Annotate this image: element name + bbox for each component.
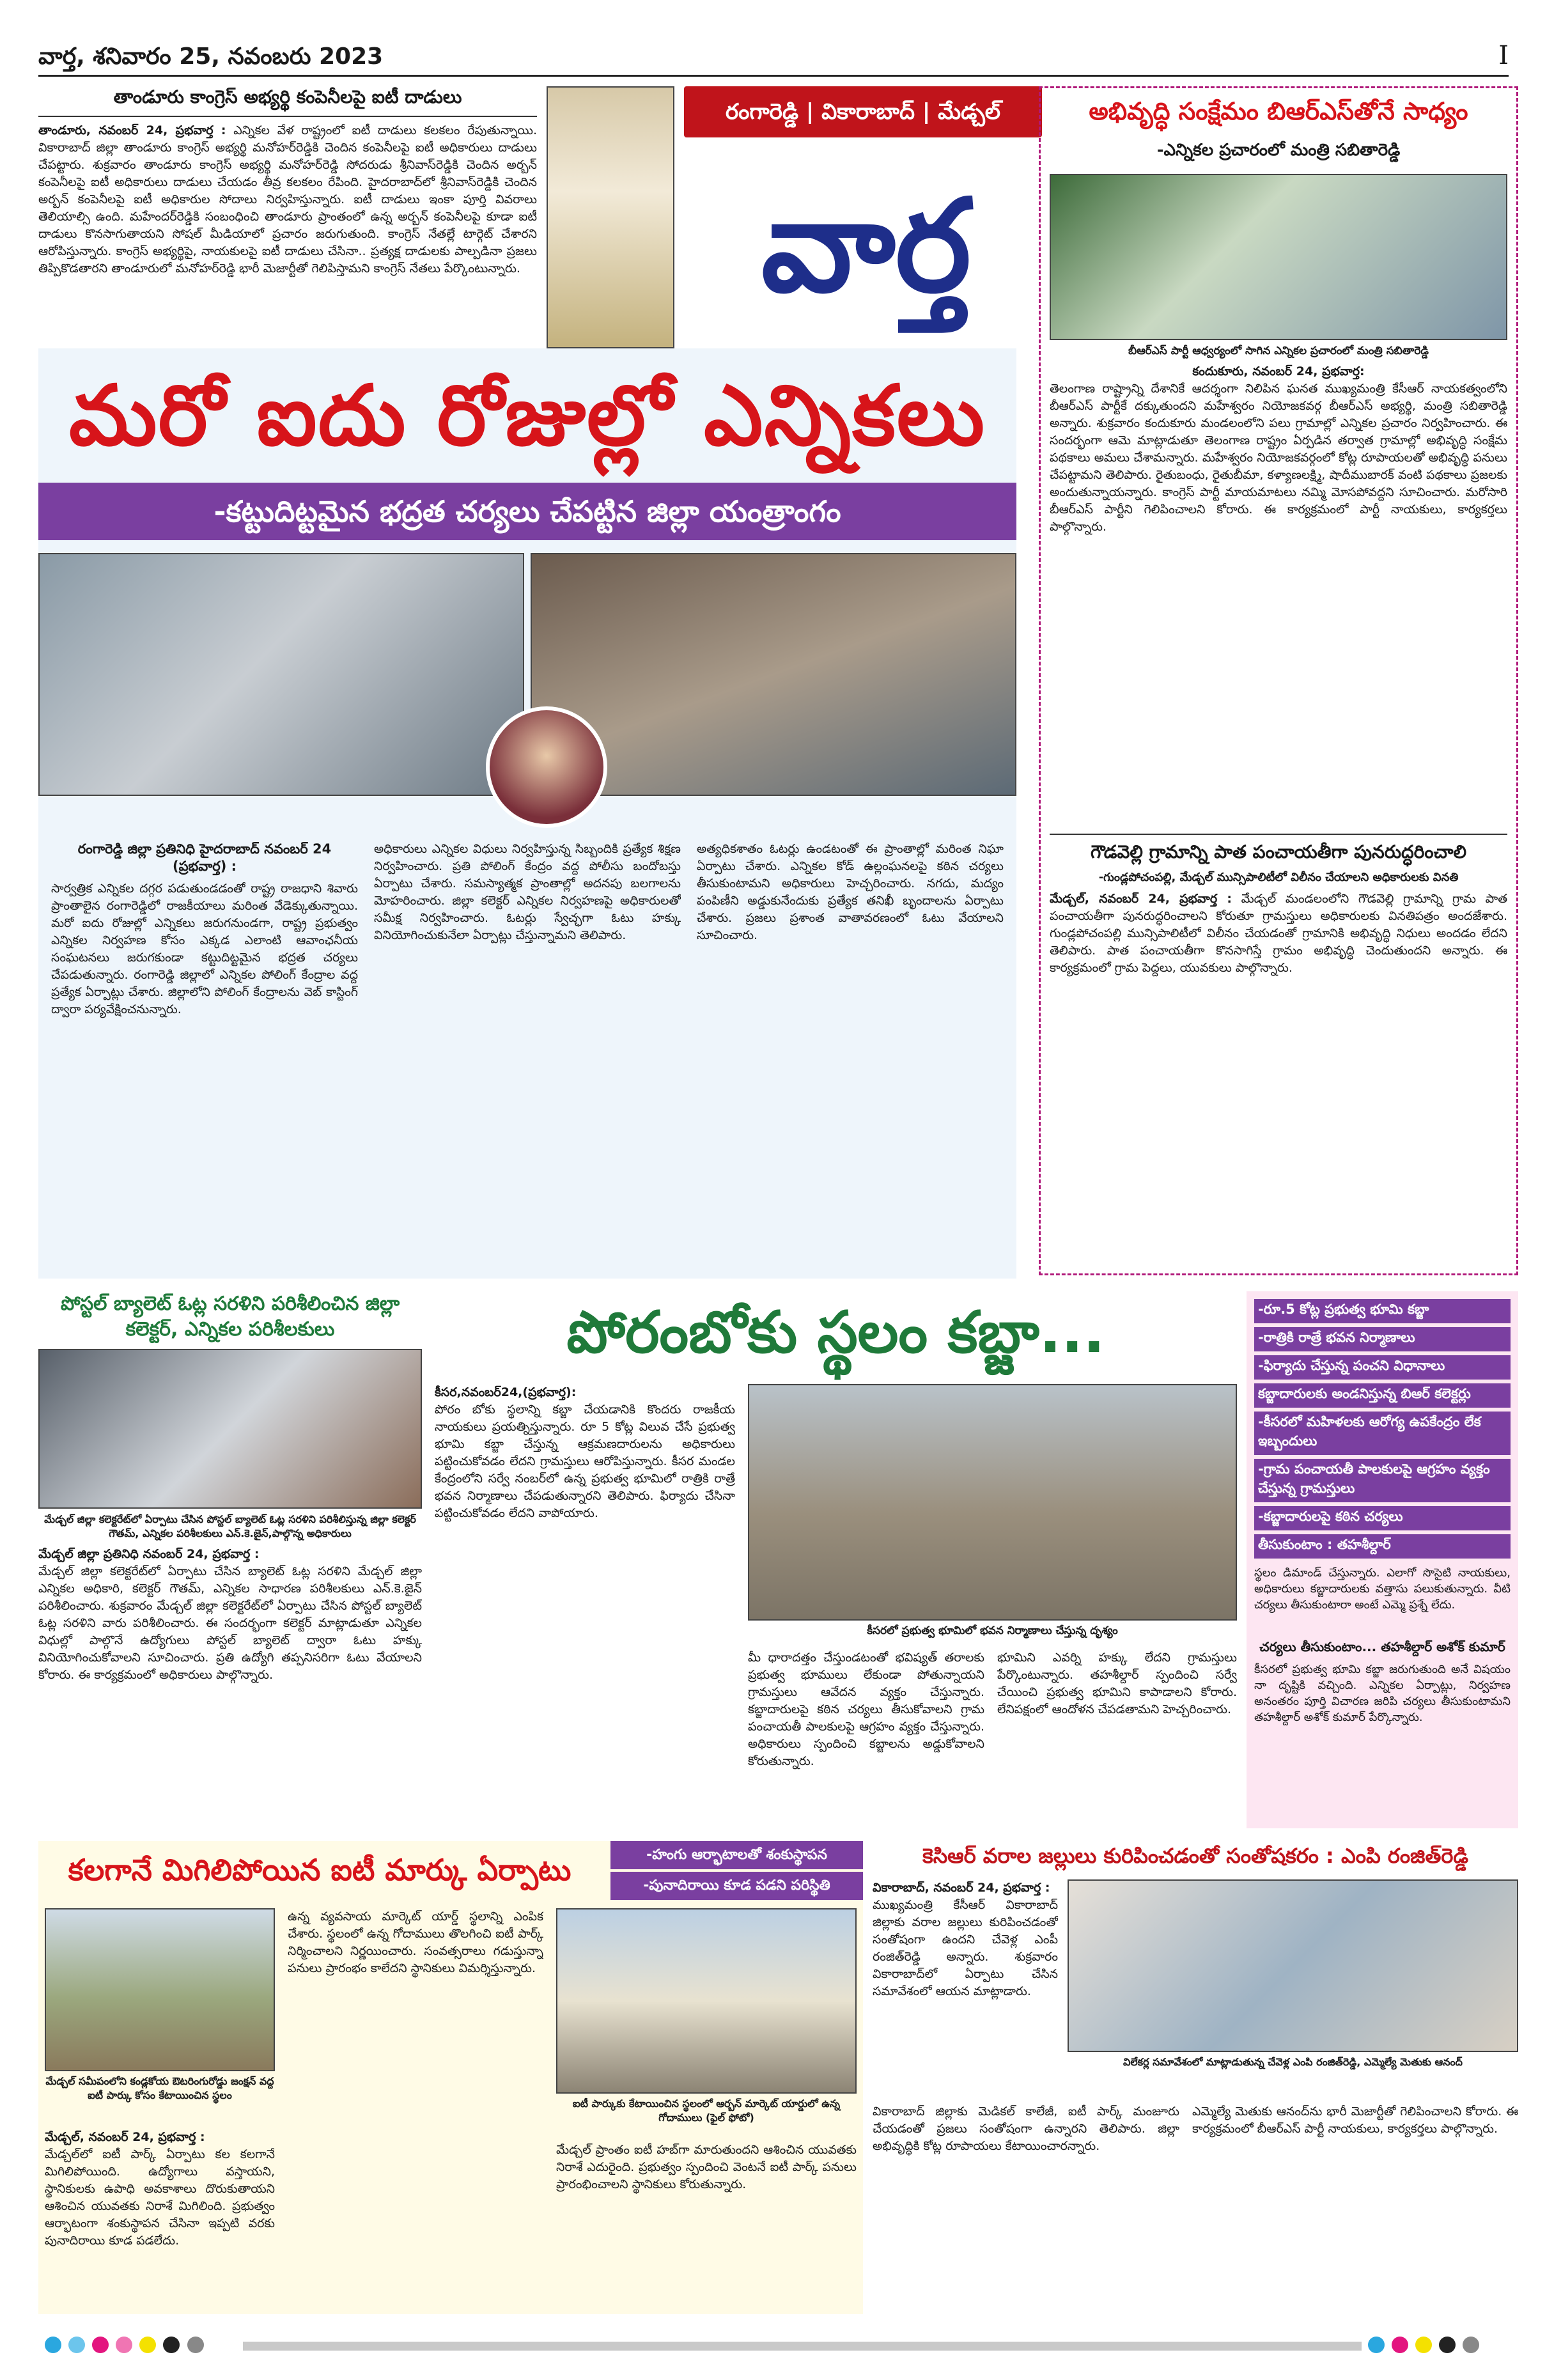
itpark-col-2: ఉన్న వ్యవసాయ మార్కెట్ యార్డ్ స్థలాన్ని ఎంపిక చేశారు. స్థలంలో ఉన్న గోదాములు తొలగించి ఐటీ పార్క్ నిర్మించాలని నిర్ణయించారు. సంవత్సరాలు గడుస్తున్నా పనులు ప్రారంభం కాలేదని స్థానికులు విమర్శిస్తున్నారు. <box>288 1909 543 1975</box>
ranjith-dateline: వికారాబాద్, నవంబర్ 24, ప్రభవార్త : <box>873 1881 1050 1895</box>
postal-headline: పోస్టల్ బ్యాలెట్ ఓట్ల సరళిని పరిశీలించిన జిల్లా కలెక్టర్, ఎన్నికల పరిశీలకులు <box>60 1293 400 1341</box>
gowdavelli-headline: గౌడవెల్లి గ్రామాన్ని పాత పంచాయతీగా పునరుద్ధరించాలి <box>1050 834 1507 867</box>
it-raid-text: ఎన్నికల వేళ రాష్ట్రంలో ఐటీ దాడులు కలకలం రేపుతున్నాయి. వికారాబాద్ జిల్లా తాండూరు కాంగ్రెస్ అభ్యర్థి మనోహర్‌రెడ్డికి చెందిన కంపెనీలపై ఐటీ అధికారులు దాడులు చేపట్టారు. శుక్రవారం తాండూరు కాంగ్రెస్ అభ్యర్థి మనోహర్‌రెడ్డి సోదరుడు శ్రీనివాస్‌రెడ్డికి చెందిన అర్బన్ కంపెనీలపై ఐటీ అధికారులు దాడులు చేయడం తీవ్ర కలకలం రేపింది. హైదరాబాద్‌లో శ్రీనివాస్‌రెడ్డికి చెందిన అర్బన్ కంపెనీలపై ఐటీ అధికారుల సోదాలు నిర్వహిస్తున్నారు. ఐటీ దాడులు ఇంకా పూర్తి వివరాలు తెలియాల్సి ఉంది. మహేందర్‌రెడ్డికి సంబంధించి తాండూరు ప్రాంతంలో ఉన్న అర్బన్ కంపెనీలపై కూడా ఐటీ దాడులు కొనసాగుతాయని సోషల్ మీడియాలో ప్రచారం జరుగుతుంది. కాంగ్రెస్ నేతల్లే టార్గెట్ చేశారని ఆరోపిస్తున్నారు. కాంగ్రెస్ అభ్యర్థిపై, నాయకులపై ఐటీ దాడులు చేసినా.. ప్రత్యక్ష దాడులకు పాల్పడినా ప్రజలు తిప్పికొడతారని తాండూరులో మనోహర్‌రెడ్డి భారీ మెజార్టీతో గెలిపిస్తామని కాంగ్రెస్ నేతలు పేర్కొంటున్నారు. <box>38 123 537 276</box>
godown-photo <box>556 1908 857 2094</box>
press-meet-photo <box>1068 1879 1518 2052</box>
bullet-list <box>1254 1299 1511 1559</box>
itpark-caption-1: మేడ్చల్ సమీపంలోని కండ్లకోయ ఔటరింగురోడ్డు జంక్షన్ వద్ద ఐటీ పార్కు కోసం కేటాయించిన స్థలం <box>45 2075 274 2101</box>
campaign-photo <box>1050 174 1507 340</box>
varta-logo: వార్త <box>761 171 972 321</box>
bullet-item: -కీసరలో మహిళలకు ఆరోగ్య ఉపకేంద్రం లేక ఇబ్బందులు <box>1254 1412 1511 1455</box>
cyan-dot <box>68 2337 85 2353</box>
bullet-item: -గ్రామ పంచాయతీ పాలకులపై ఆగ్రహం వ్యక్తం చేస్తున్న గ్రామస్తులు <box>1254 1459 1511 1502</box>
ranjith-headline: కెసిఆర్ వరాల జల్లులు కురిపించడంతో సంతోషకరం : ఎంపి రంజిత్‌రెడ్డి <box>922 1844 1468 1868</box>
ranjith-col-3: ఎమ్మెల్యే మెతుకు ఆనంద్‌ను భారీ మెజార్టీతో గెలిపించాలని కోరారు. ఈ కార్యక్రమంలో బీఆర్ఎస్ పార్టీ నాయకులు, కార్యకర్తలు పాల్గొన్నారు. <box>1192 2104 1518 2136</box>
itpark-headline: కలగానే మిగిలిపోయిన ఐటీ మార్కు ఏర్పాటు <box>68 1853 571 1887</box>
cyan-dot <box>45 2337 61 2353</box>
postal-body <box>38 1546 422 1827</box>
collector-portrait <box>486 706 607 828</box>
grey-dot <box>1463 2337 1479 2353</box>
gowdavelli-subhead: -గుండ్లపోచంపల్లి, మేడ్చల్ మున్సిపాలిటీలో విలీనం చేయాలని అధికారులకు వినతి <box>1098 871 1459 884</box>
bullet-item: -ఫిర్యాదు చేస్తున్న పంచని విధానాలు <box>1254 1355 1511 1380</box>
itpark-caption-2: ఐటీ పార్కుకు కేటాయించిన స్థలంలో ఆర్బన్ మార్కెట్ యార్డులో ఉన్న గోదాములు (ఫైల్ ఫోటో) <box>572 2097 841 2124</box>
magenta-dot <box>1392 2337 1408 2353</box>
gowdavelli-body <box>1050 891 1507 1210</box>
construction-photo <box>748 1384 1237 1621</box>
gowdavelli-text: మేడ్చల్ మండలంలోని గౌడవెల్లి గ్రామాన్ని గ్రామ పాత పంచాయతీగా పునరుద్ధరించాలని కోరుతూ గ్రామస్తులు అధికారులకు వినతిపత్రం అందజేశారు. గుండ్లపోచంపల్లి మున్సిపాలిటీలో విలీనం చేయడంతో గ్రామానికి అభివృద్ధి నిధులు అందడం లేదని తెలిపారు. పాత పంచాయతీగా కొనసాగిస్తే గ్రామం అభివృద్ధి చెందుతుందని అన్నారు. ఈ కార్యక్రమంలో గ్రామ పెద్దలు, యువకులు పాల్గొన్నారు. <box>1050 892 1507 975</box>
poramboku-col-3: భూమిని ఎవర్ని హక్కు లేదని గ్రామస్తులు పేర్కొంటున్నారు. తహశీల్దార్ స్పందించి సర్వే చేయించి ప్రభుత్వ భూమిని కాపాడాలని కోరారు. లేనిపక్షంలో ఆందోళన చేపడతామని హెచ్చరించారు. <box>997 1651 1237 1716</box>
poramboku-dateline: కీసర,నవంబర్24,(ప్రభవార్త): <box>435 1385 577 1399</box>
right-dateline: కందుకూరు, నవంబర్ 24, ప్రభవార్త: <box>1192 364 1365 378</box>
main-col-2: అధికారులు ఎన్నికల విధులు నిర్వహిస్తున్న సిబ్బందికి ప్రత్యేక శిక్షణ నిర్వహించారు. ప్రతి పోలింగ్ కేంద్రం వద్ద పోలీసు బందోబస్తు ఏర్పాటు చేశారు. సమస్యాత్మక ప్రాంతాల్లో అదనపు బలగాలను మోహరించారు. జిల్లా కలెక్టర్ ఎన్నికల నిర్వహణపై అధికారులతో సమీక్ష నిర్వహించారు. ఓటర్లు స్వేచ్ఛగా ఓటు హక్కు వినియోగించుకునేలా ఏర్పాట్లు చేస్తున్నామని తెలిపారు. <box>374 842 681 942</box>
main-dateline: రంగారెడ్డి జిల్లా ప్రతినిధి హైదరాబాద్ నవంబర్ 24 (ప్రభవార్త) : <box>77 841 332 874</box>
poramboku-body1: పోరం బోకు స్థలాన్ని కబ్జా చేయడానికి కొందరు రాజకీయ నాయకులు ప్రయత్నిస్తున్నారు. రూ 5 కోట్ల విలువ చేసే ప్రభుత్వ భూమి కబ్జా చేస్తున్న ఆక్రమణదారులను అధికారులు పట్టించుకోవడం లేదని గ్రామస్తులు ఆరోపిస్తున్నారు. కీసర మండల కేంద్రంలోని సర్వే నంబర్‌లో ఉన్న ప్రభుత్వ భూమిలో రాత్రికి రాత్రే భవన నిర్మాణాలు చేపడుతున్నారని తెలిపారు. ఫిర్యాదు చేసినా పట్టించుకోవడం లేదని వాపోయారు. <box>435 1403 735 1520</box>
sidebar-subhead: చర్యలు తీసుకుంటాం... తహశీల్దార్ అశోక్ కుమార్ <box>1259 1639 1505 1654</box>
itpark-body1: మేడ్చల్‌లో ఐటీ పార్క్ ఏర్పాటు కల కలగానే మిగిలిపోయింది. ఉద్యోగాలు వస్తాయని, స్థానికులకు ఉపాధి అవకాశాలు దొరుకుతాయని ఆశించిన యువతకు నిరాశే మిగిలింది. ప్రభుత్వం ఆర్భాటంగా శంకుస్థాపన చేసినా ఇప్పటి వరకు పునాదిరాయి కూడ పడలేదు. <box>45 2147 275 2248</box>
bullet-item: కబ్జాదారులకు అండనిస్తున్న బిఆర్ కలెక్టర్లు <box>1254 1383 1511 1408</box>
ranjith-body1: ముఖ్యమంత్రి కేసీఆర్ వికారాబాద్ జిల్లాకు వరాల జల్లులు కురిపించడంతో సంతోషంగా ఉందని చేవెళ్ల ఎంపీ రంజిత్‌రెడ్డి అన్నారు. శుక్రవారం వికారాబాద్‌లో ఏర్పాటు చేసిన సమావేశంలో ఆయన మాట్లాడారు. <box>873 1898 1058 1998</box>
main-col-1 <box>51 841 358 1269</box>
district-banner <box>547 86 1045 355</box>
campaign-caption: బీఆర్ఎస్ పార్టీ ఆధ్వర్యంలో సాగిన ఎన్నికల ప్రచారంలో మంత్రి సబితారెడ్డి <box>1128 345 1429 357</box>
ranjith-col-2: వికారాబాద్ జిల్లాకు మెడికల్ కాలేజీ, ఐటీ పార్క్ మంజూరు చేయడంతో ప్రజలు సంతోషంగా ఉన్నారని తెలిపారు. జిల్లా అభివృద్ధికి కోట్ల రూపాయలు కేటాయించారన్నారు. <box>873 2104 1179 2153</box>
bullet-item: -రాత్రికి రాత్రే భవన నిర్మాణాలు <box>1254 1327 1511 1351</box>
ranjith-story <box>873 1841 1518 2314</box>
right-subhead: -ఎన్నికల ప్రచారంలో మంత్రి సబితారెడ్డి <box>1156 141 1401 160</box>
cyan-dot <box>1368 2337 1385 2353</box>
main-headline: మరో ఐదు రోజుల్లో ఎన్నికలు <box>68 367 986 464</box>
itpark-sub-1: -హంగు ఆర్భాటాలతో శంకుస్థాపన <box>610 1841 863 1869</box>
itpark-story <box>38 1841 863 2314</box>
meeting-photo-1 <box>38 553 524 796</box>
black-dot <box>1439 2337 1456 2353</box>
itpark-col-1 <box>45 2129 275 2311</box>
right-body <box>1050 363 1507 823</box>
right-body-text: తెలంగాణ రాష్ట్రాన్ని దేశానికే ఆదర్శంగా నిలిపిన ఘనత ముఖ్యమంత్రి కేసీఆర్ నాయకత్వంలోని బీఆర్ఎస్ పార్టీకే దక్కుతుందని మహేశ్వరం నియోజకవర్గ బీఆర్ఎస్ అభ్యర్థి, మంత్రి సబితారెడ్డి అన్నారు. శుక్రవారం కందుకూరు మండలంలోని పలు గ్రామాల్లో ఎన్నికల ప్రచారం నిర్వహించారు. ఈ సందర్భంగా ఆమె మాట్లాడుతూ తెలంగాణ రాష్ట్రం ఏర్పడిన తర్వాత గ్రామాల్లో అభివృద్ధి సంక్షేమ పథకాలు అమలు చేశామన్నారు. మహేశ్వరం నియోజకవర్గంలో కోట్ల రూపాయలతో అభివృద్ధి పనులు చేపట్టామని తెలిపారు. రైతుబంధు, రైతుబీమా, కళ్యాణలక్ష్మి, షాదీముబారక్ వంటి పథకాలు ప్రజలకు అందుతున్నాయన్నారు. కాంగ్రెస్ పార్టీ మాయమాటలు నమ్మి మోసపోవద్దని సూచించారు. మరోసారి బీఆర్ఎస్ పార్టీని గెలిపించాలని కోరారు. ఈ కార్యక్రమంలో పార్టీ నాయకులు, కార్యకర్తలు పాల్గొన్నారు. <box>1050 382 1507 534</box>
masthead-date: వార్త, శనివారం 25, నవంబరు 2023 <box>38 43 384 70</box>
it-raid-headline: తాండూరు కాంగ్రెస్ అభ్యర్థి కంపెనీలపై ఐటీ దాడులు <box>38 86 537 117</box>
bullet-item: తీసుకుంటాం : తహశీల్దార్ <box>1254 1534 1511 1559</box>
postal-body-text: మేడ్చల్ జిల్లా కలెక్టరేట్‌లో ఏర్పాటు చేసిన బ్యాలెట్ ఓట్ల సరళిని మేడ్చల్ జిల్లా ఎన్నికల అధికారి, కలెక్టర్ గౌతమ్, ఎన్నికల సాధారణ పరిశీలకులు ఎన్.కె.జైన్ పరిశీలించారు. శుక్రవారం మేడ్చల్ జిల్లా కలెక్టరేట్‌లో ఏర్పాటు చేసిన పోస్టల్ బ్యాలెట్ ఓట్ల సరళిని వారు పరిశీలించారు. ఈ సందర్భంగా కలెక్టర్ మాట్లాడుతూ ఎన్నికల విధుల్లో పాల్గొనే ఉద్యోగులు పోస్టల్ బ్యాలెట్ ద్వారా ఓటు హక్కు వినియోగించుకోవాలని సూచించారు. ప్రతి ఉద్యోగి తప్పనిసరిగా ఓటు వేయాలని కోరారు. ఈ కార్యక్రమంలో అధికారులు పాల్గొన్నారు. <box>38 1564 422 1682</box>
itpark-dateline: మేడ్చల్, నవంబర్ 24, ప్రభవార్త : <box>45 2130 205 2144</box>
right-headline: అభివృద్ధి సంక్షేమం బిఆర్ఎస్‌తోనే సాధ్యం <box>1089 97 1468 125</box>
bullet-item: -రూ.5 కోట్ల ప్రభుత్వ భూమి కబ్జా <box>1254 1299 1511 1323</box>
grey-dot <box>187 2337 204 2353</box>
magenta-dot <box>116 2337 132 2353</box>
ranjith-col-1 <box>873 1879 1058 2097</box>
poramboku-col-1 <box>435 1384 735 1825</box>
postal-dateline: మేడ్చల్ జిల్లా ప్రతినిధి నవంబర్ 24, ప్రభవార్త : <box>38 1547 260 1561</box>
it-raid-body <box>38 122 537 359</box>
grey-bar <box>243 2342 1362 2351</box>
color-registration-left <box>45 2337 237 2362</box>
banner-label: రంగారెడ్డి | వికారాబాద్ | మేడ్చల్ <box>684 86 1042 137</box>
poramboku-sidebar <box>1247 1291 1518 1828</box>
itpark-col-3: మేడ్చల్ ప్రాంతం ఐటీ హబ్‌గా మారుతుందని ఆశించిన యువతకు నిరాశే ఎదురైంది. ప్రభుత్వం స్పందించి వెంటనే ఐటీ పార్క్ పనులు ప్రారంభించాలని స్థానికులు కోరుతున్నారు. <box>556 2143 857 2191</box>
black-dot <box>163 2337 180 2353</box>
color-registration-right <box>1368 2337 1534 2362</box>
yellow-dot <box>1415 2337 1432 2353</box>
postal-photo <box>38 1349 422 1509</box>
sidebar-body: స్థలం డిమాండ్ చేస్తున్నారు. ఎలాగో సొసైటి నాయకులు, అధికారులు కబ్జాదారులకు వత్తాసు పలుకుతున్నారు. వీటి చర్యలు తీసుకుంటారా అంటే ఎమ్మె ప్రశ్నే లేదు. <box>1254 1566 1511 1612</box>
poramboku-headline: పోరంబోకు స్థలం కబ్జా... <box>566 1299 1105 1366</box>
sidebar-body-2: కీసరలో ప్రభుత్వ భూమి కబ్జా జరుగుతుంది అనే విషయం నా దృష్టికి వచ్చింది. ఎన్నికల ఏర్పాట్లు, నిర్వహణ అనంతరం పూర్తి విచారణ జరిపి చర్యలు తీసుకుంటామని తహశీల్దార్ అశోక్ కుమార్ పేర్కొన్నారు. <box>1254 1663 1511 1724</box>
right-story <box>1039 86 1518 1275</box>
itpark-site-photo <box>45 1908 275 2071</box>
postal-story <box>38 1291 422 1828</box>
it-raid-dateline: తాండూరు, నవంబర్ 24, ప్రభవార్త : <box>38 123 226 137</box>
poramboku-col-2: మీ ధారాదత్తం చేస్తుండటంతో భవిష్యత్ తరాలకు ప్రభుత్వ భూములు లేకుండా పోతున్నాయని గ్రామస్తులు ఆవేదన వ్యక్తం చేస్తున్నారు. కబ్జాదారులపై కఠిన చర్యలు తీసుకోవాలని గ్రామ పంచాయతీ పాలకులపై ఆగ్రహం వ్యక్తం చేస్తున్నారు. అధికారులు స్పందించి కబ్జాలను అడ్డుకోవాలని కోరుతున్నారు. <box>748 1651 984 1768</box>
construction-caption: కీసరలో ప్రభుత్వ భూమిలో భవన నిర్మాణాలు చేస్తున్న దృశ్యం <box>867 1624 1118 1637</box>
main-subhead: -కట్టుదిట్టమైన భద్రత చర్యలు చేపట్టిన జిల్లా యంత్రాంగం <box>38 483 1016 540</box>
poramboku-story <box>435 1291 1237 1828</box>
magenta-dot <box>92 2337 109 2353</box>
main-col-1-text: సార్వత్రిక ఎన్నికల దగ్గర పడుతుండడంతో రాష్ట్ర రాజధాని శివారు ప్రాంతాలైన రంగారెడ్డిలో రాజకీయాలు మరింత వేడెక్కుతున్నాయి. మరో ఐదు రోజుల్లో ఎన్నికలు జరుగనుండగా, రాష్ట్ర ప్రభుత్వం ఎన్నికల నిర్వహణ కోసం ఎక్కడ ఎలాంటి ఆవాంఛనీయ సంఘటనలు జరుగకుండా కట్టుదిట్టమైన భద్రత చర్యలు చేపడుతున్నారు. రంగారెడ్డి జిల్లాలో ఎన్నికల పోలింగ్ కేంద్రాల వద్ద ప్రత్యేక ఏర్పాట్లు చేశారు. జిల్లాలోని పోలింగ్ కేంద్రాలను వెబ్ కాస్టింగ్ ద్వారా పర్యవేక్షించనున్నారు. <box>51 882 358 1016</box>
masthead <box>38 38 1509 77</box>
itpark-sub-2: -పునాదిరాయి కూడ పడని పరిస్థితి <box>610 1872 863 1900</box>
main-story <box>38 348 1016 1279</box>
gowdavelli-dateline: మేడ్చల్, నవంబర్ 24, ప్రభవార్త : <box>1050 892 1232 906</box>
postal-caption: మేడ్చల్ జిల్లా కలెక్టరేట్‌లో ఏర్పాటు చేసిన పోస్టల్ బ్యాలెట్ ఓట్ల సరళిని పరిశీలిస్తున్న జిల్లా కలెక్టర్ గౌతమ్, ఎన్నికల పరిశీలకులు ఎన్.కె.జైన్,పాల్గొన్న అధికారులు <box>44 1513 416 1539</box>
yellow-dot <box>139 2337 156 2353</box>
story-it-raid <box>38 86 537 342</box>
main-col-3: అత్యధికశాతం ఓటర్లు ఉండటంతో ఈ ప్రాంతాల్లో మరింత నిఘా ఏర్పాటు చేశారు. ఎన్నికల కోడ్ ఉల్లంఘనలపై కఠిన చర్యలు తీసుకుంటామని అధికారులు హెచ్చరించారు. నగదు, మద్యం పంపిణీని అడ్డుకునేందుకు ప్రత్యేక తనిఖీ బృందాలను ఏర్పాటు చేశారు. ప్రజలు ప్రశాంత వాతావరణంలో ఓటు వేయాలని సూచించారు. <box>697 842 1004 942</box>
ranjith-caption: విలేకర్ల సమావేశంలో మాట్లాడుతున్న చేవెళ్ల ఎంపి రంజిత్‌రెడ్డి, ఎమ్మెల్యే మెతుకు ఆనంద్ <box>1123 2056 1463 2068</box>
temple-photo <box>547 86 674 348</box>
page-number: I <box>1498 41 1509 70</box>
bullet-item: -కబ్జాదారులపై కఠిన చర్యలు <box>1254 1506 1511 1530</box>
